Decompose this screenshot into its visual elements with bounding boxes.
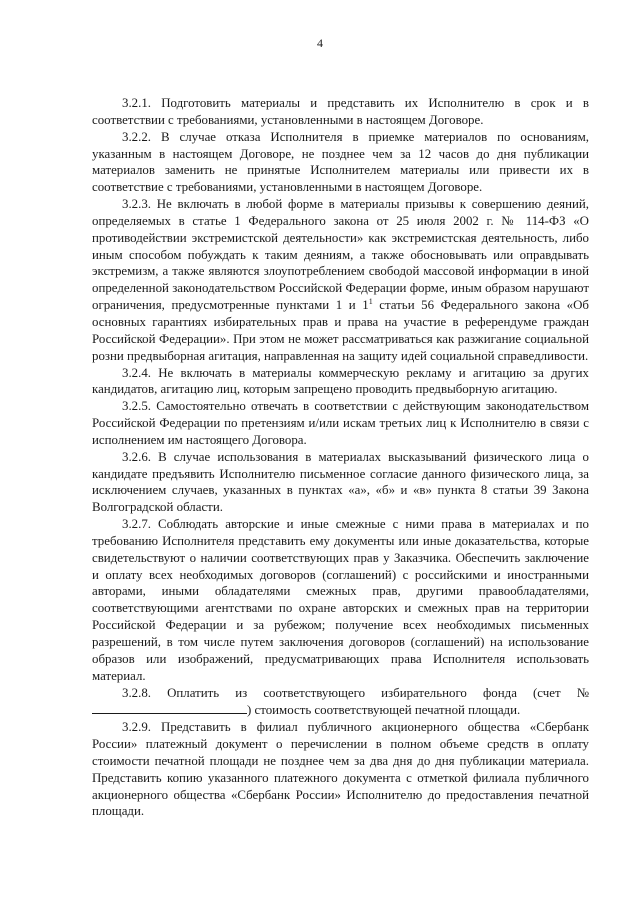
page-number: 4 [317,36,323,50]
paragraph-3-2-5: 3.2.5. Самостоятельно отвечать в соответствии с действующим законодательством Российской Федерации по претензиям и/или искам третьих лиц к Исполнителю в связи с исполнением им настоящего Договора. [92,399,589,447]
account-number-blank [92,701,247,714]
paragraph-3-2-9: 3.2.9. Представить в филиал публичного акционерного общества «Сбербанк России» платежный документ о перечислении в полном объеме средств в оплату стоимости печатной площади не позднее чем за два дня до дня публикации материала. Представить копию указанного платежного документа с отметкой филиала публичного акционерного общества «Сбербанк России» Исполнителю до предоставления печатной площади. [92,720,589,819]
paragraph-3-2-8-part-a: 3.2.8. Оплатить из соответствующего избирательного фонда (счет № [122,685,589,700]
paragraph-3-2-3-part-a: 3.2.3. Не включать в любой форме в материалы призывы к совершению деяний, определяемых в статье 1 Федерального закона от 25 июля 2002 г. № 114-ФЗ «О противодействии экстремистской деятельности» как экстремистская деятельность, либо иным способом побуждать к таким деяниям, а также обосновывать или оправдывать экстремизм, а также являются злоупотреблением свободой массовой информации в иной определенной законодательством Российской Федерации форме, иным образом нарушают ограничения, предусмотренные пунктами 1 и 1 [92,197,589,313]
paragraph-3-2-1: 3.2.1. Подготовить материалы и представить их Исполнителю в срок и в соответствии с требованиями, установленными в настоящем Договоре. [92,96,589,127]
paragraph-3-2-8-part-b: ) стоимость соответствующей печатной площади. [247,703,521,718]
paragraph-3-2-6: 3.2.6. В случае использования в материалах высказываний физического лица о кандидате предъявить Исполнителю письменное согласие данного физического лица, за исключением случаев, указанных в пунктах «а», «б» и «в» пункта 8 статьи 39 Закона Волгоградской области. [92,449,589,515]
paragraph-3-2-3-part-b: статьи 56 Федерального закона «Об основных гарантиях избирательных прав и права на участие в референдуме граждан Российской Федерации». При этом не может рассматриваться как разжигание социальной розни предвыборная агитация, направленная на защиту идей социальной справедливости. [92,298,589,363]
paragraph-3-2-4: 3.2.4. Не включать в материалы коммерческую рекламу и агитацию за других кандидатов, агитацию лиц, которым запрещено проводить предвыборную агитацию. [92,365,589,397]
paragraph-3-2-8 [92,685,589,720]
paragraph-3-2-7: 3.2.7. Соблюдать авторские и иные смежные с ними права в материалах и по требованию Исполнителя представить ему документы или иные доказательства, которые свидетельствуют о наличии соответствующих прав у Заказчика. Обеспечить заключение и оплату всех необходимых договоров (соглашений) с российскими и иностранными авторами, иными обладателями смежных прав, другими правообладателями, соответствующими агентствами по охране авторских и смежных прав на территории Российской Федерации и за рубежом; получение всех необходимых письменных разрешений, в том числе путем заключения договоров (соглашений) на использование образов или изображений, предусматривающих права Исполнителя использовать материал. [92,517,589,683]
superscript-1: 1 [368,297,373,307]
paragraph-3-2-2: 3.2.2. В случае отказа Исполнителя в приемке материалов по основаниям, указанным в настоящем Договоре, не позднее чем за 12 часов до дня публикации материалов заменить не принятые Исполнителем материалы или привести их в соответствие с требованиями, установленными в настоящем Договоре. [92,129,589,195]
document-body [92,95,589,820]
paragraph-3-2-3 [92,196,589,364]
